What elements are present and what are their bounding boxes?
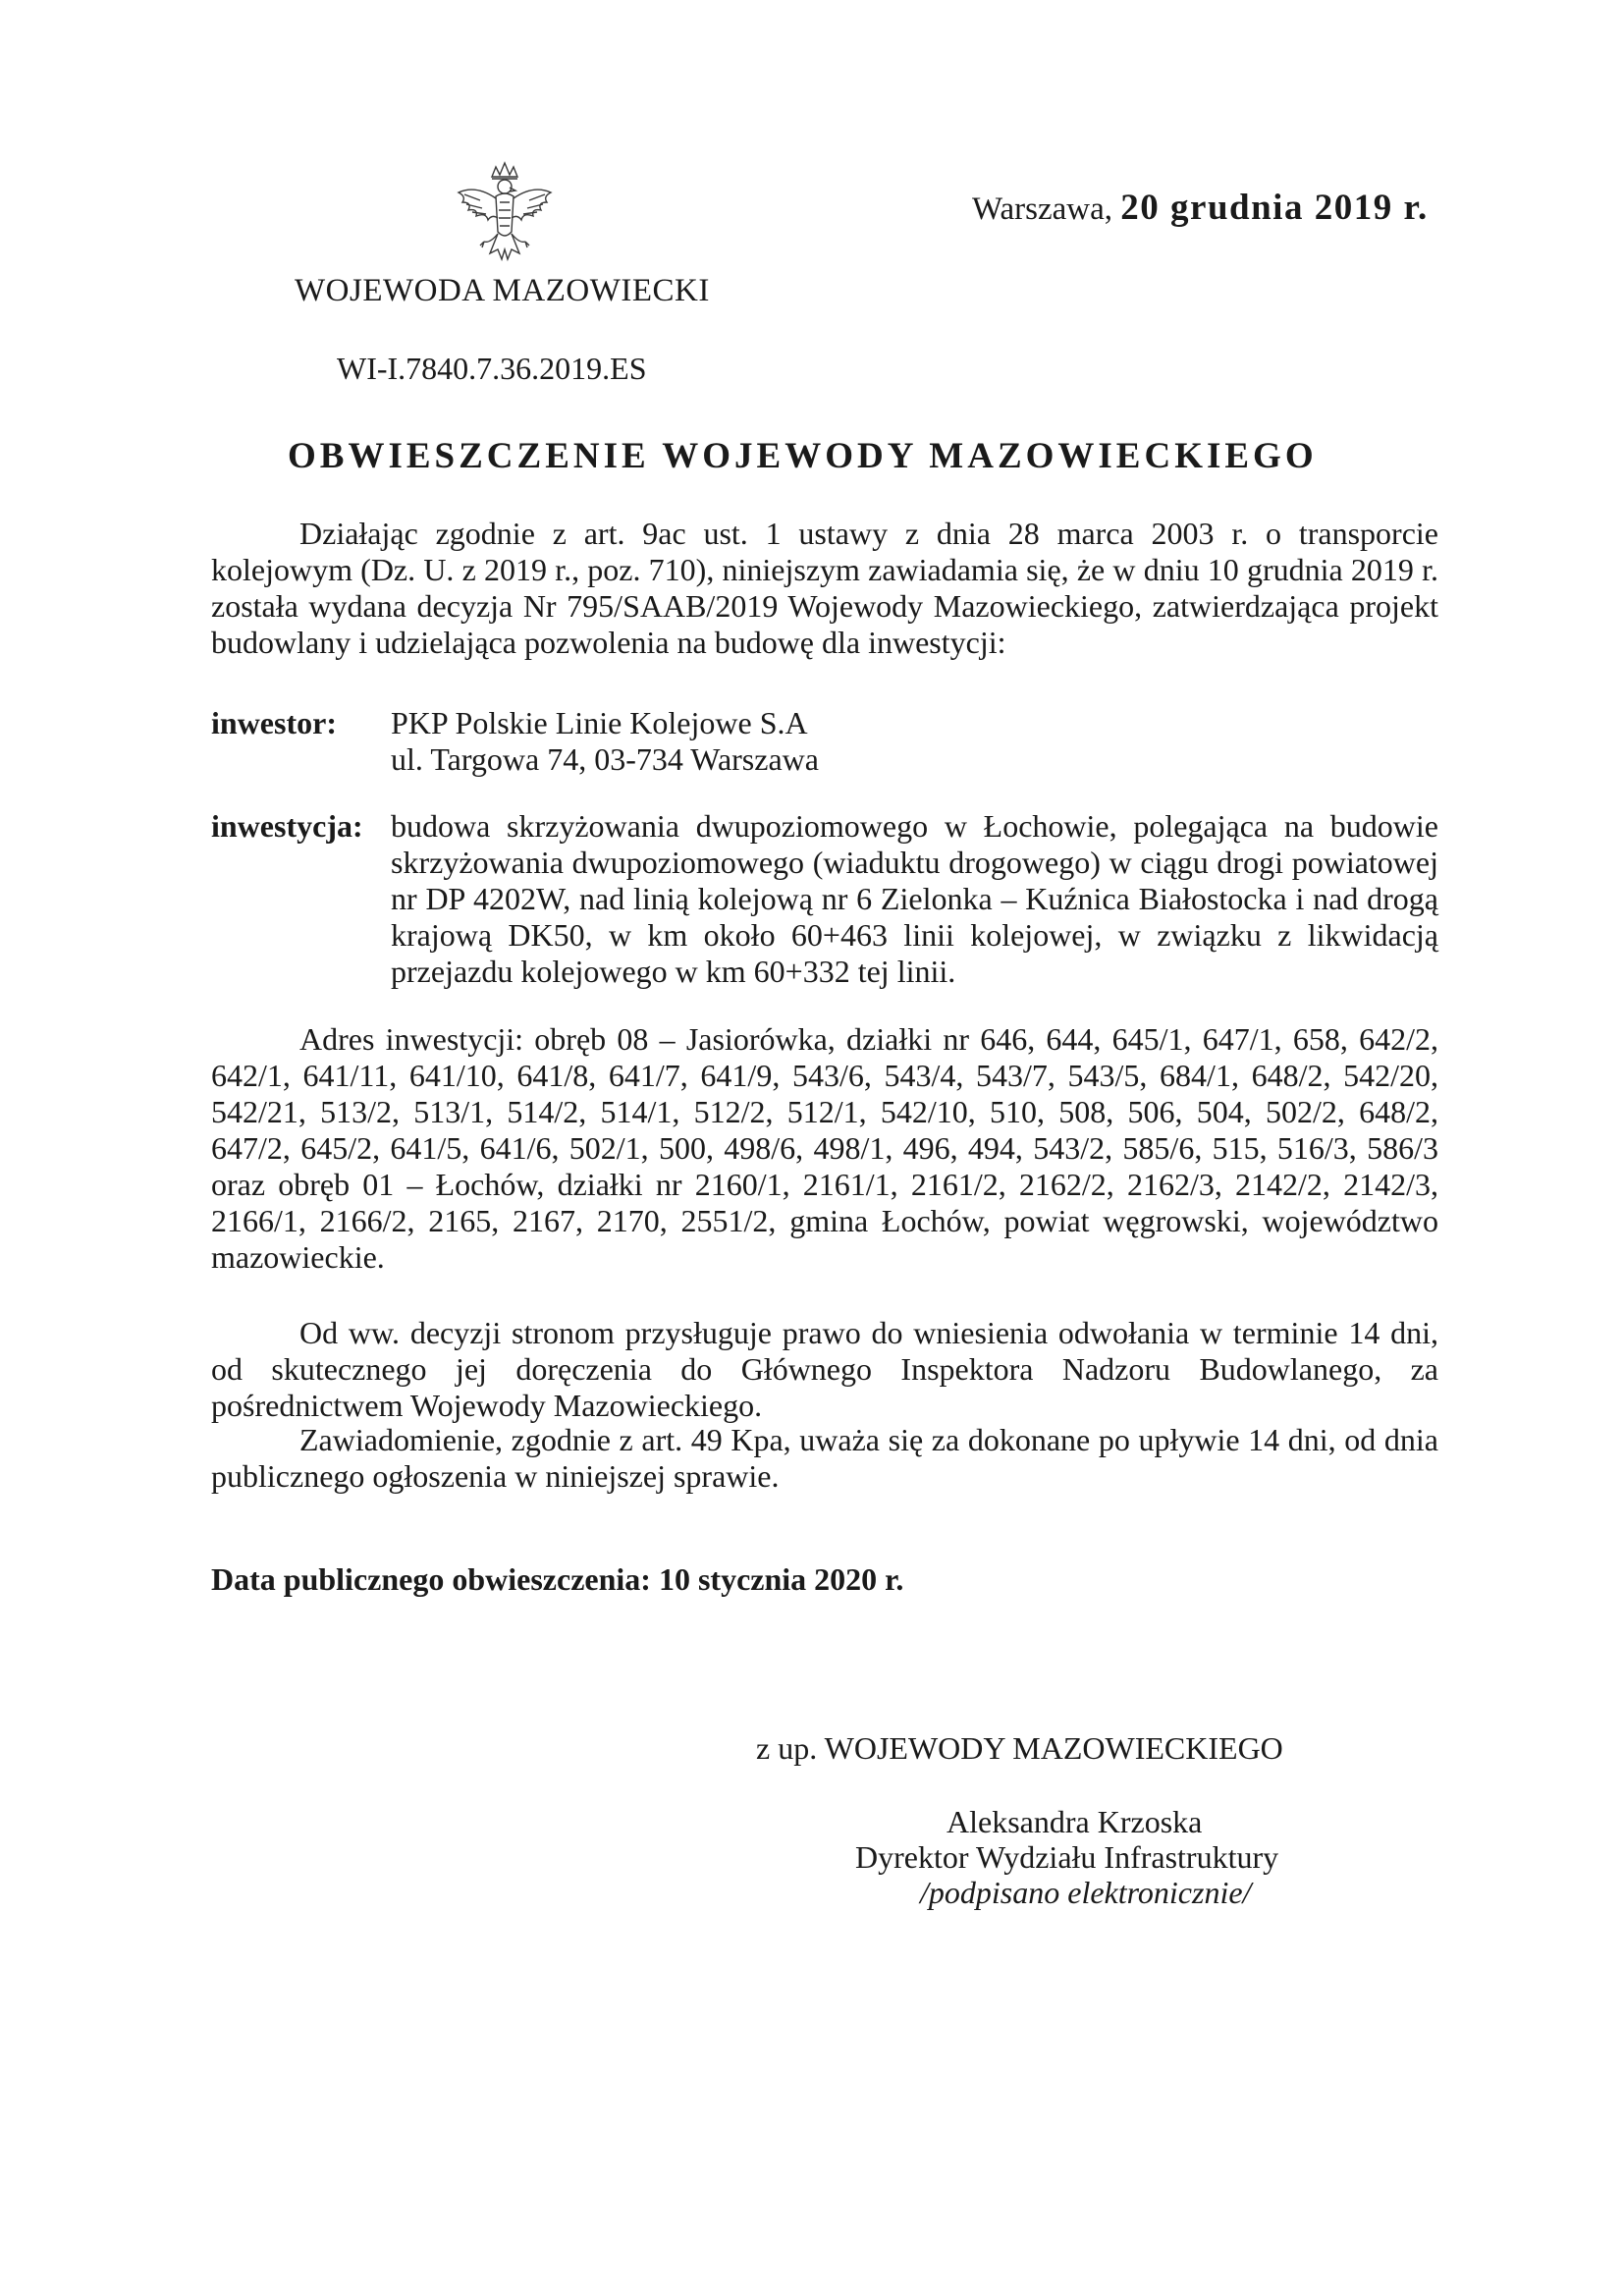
address-paragraph: Adres inwestycji: obręb 08 – Jasiorówka, działki nr 646, 644, 645/1, 647/1, 658, 642/2, 642/1, 641/11, 641/10, 641/8, 641/7, 641/9, 543/6, 543/4, 543/7, 543/5, 684/1, 648/2, 542/20, 542/21, 513/2, 513/1, 514/2, 514/1, 512/2, 512/1, 542/10, 510, 508, 506, 504, 502/2, 648/2, 647/2, 645/2, 641/5, 641/6, 502/1, 500, 498/6, 498/1, 496, 494, 543/2, 585/6, 515, 516/3, 586/3 oraz obręb 01 – Łochów, działki nr 2160/1, 2161/1, 2161/2, 2162/2, 2162/3, 2142/2, 2142/3, 2166/1, 2166/2, 2165, 2167, 2170, 2551/2, gmina Łochów, powiat węgrowski, województwo mazowieckie.: [211, 1021, 1438, 1275]
issue-date: 20 grudnia 2019 r.: [1120, 188, 1429, 228]
signatory-name: Aleksandra Krzoska: [947, 1804, 1203, 1839]
authority-name: WOJEWODA MAZOWIECKI: [295, 273, 710, 308]
place: Warszawa,: [972, 191, 1113, 227]
notice-paragraph: Zawiadomienie, zgodnie z art. 49 Kpa, uważa się za dokonane po upływie 14 dni, od dnia publicznego ogłoszenia w niniejszej sprawie.: [211, 1422, 1438, 1494]
publication-date: Data publicznego obwieszczenia: 10 stycznia 2020 r.: [211, 1561, 904, 1597]
appeal-paragraph: Od ww. decyzji stronom przysługuje prawo do wniesienia odwołania w terminie 14 dni, od skutecznego jej doręczenia do Głównego Inspektora Nadzoru Budowlanego, za pośrednictwem Wojewody Mazowieckiego.: [211, 1315, 1438, 1423]
investor-label: inwestor:: [211, 705, 337, 740]
investor-address: ul. Targowa 74, 03-734 Warszawa: [391, 741, 819, 777]
document-title: OBWIESZCZENIE WOJEWODY MAZOWIECKIEGO: [288, 436, 1318, 476]
investment-description: budowa skrzyżowania dwupoziomowego w Łochowie, polegająca na budowie skrzyżowania dwupoziomowego (wiaduktu drogowego) w ciągu drogi powiatowej nr DP 4202W, nad linią kolejową nr 6 Zielonka – Kuźnica Białostocka i nad drogą krajową DK50, w km około 60+463 linii kolejowej, w związku z likwidacją przejazdu kolejowego w km 60+332 tej linii.: [391, 808, 1438, 989]
investment-label: inwestycja:: [211, 808, 363, 844]
intro-paragraph: Działając zgodnie z art. 9ac ust. 1 ustawy z dnia 28 marca 2003 r. o transporcie kolejowym (Dz. U. z 2019 r., poz. 710), niniejszym zawiadamia się, że w dniu 10 grudnia 2019 r. została wydana decyzja Nr 795/SAAB/2019 Wojewody Mazowieckiego, zatwierdzająca projekt budowlany i udzielająca pozwolenia na budowę dla inwestycji:: [211, 516, 1438, 660]
signature-on-behalf: z up. WOJEWODY MAZOWIECKIEGO: [756, 1730, 1283, 1766]
electronic-signature-note: /podpisano elektronicznie/: [920, 1875, 1252, 1910]
signatory-role: Dyrektor Wydziału Infrastruktury: [855, 1839, 1279, 1875]
investor-details: [391, 705, 1438, 778]
case-reference: WI-I.7840.7.36.2019.ES: [337, 351, 647, 386]
place-and-date: [972, 187, 1429, 229]
polish-eagle-emblem-icon: [441, 155, 568, 283]
investor-name: PKP Polskie Linie Kolejowe S.A: [391, 705, 808, 740]
